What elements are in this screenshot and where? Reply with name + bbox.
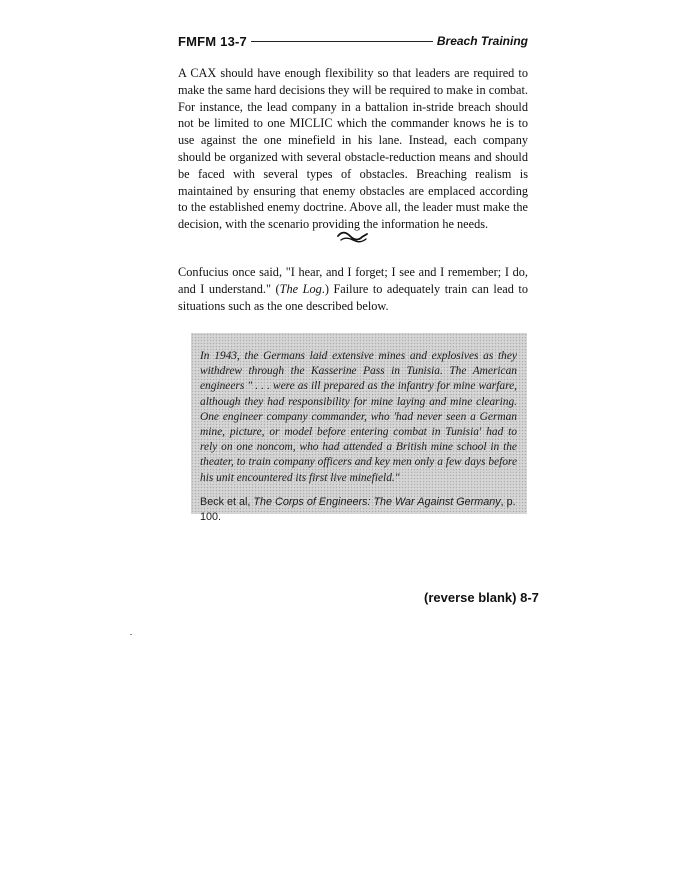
manual-number: FMFM 13-7 — [178, 33, 247, 49]
header-rule — [251, 41, 433, 42]
paragraph-confucius-tail: .) Failure to adequately train can lead to situations such as the one described below. — [178, 281, 528, 313]
scan-speck — [130, 634, 132, 635]
citation-author: Beck et al, — [200, 495, 254, 508]
page-number: (reverse blank) 8-7 — [424, 590, 539, 605]
paragraph-confucius-lead: Confucius once said, "I hear, and I forget; I see and I remember; I do, and I understand." ( — [178, 265, 528, 296]
citation-title: The Corps of Engineers: The War Against Germany — [253, 495, 501, 508]
citation-page: , p. 100. — [200, 495, 516, 523]
chapter-title: Breach Training — [436, 34, 528, 48]
paragraph-cax-flexibility: A CAX should have enough flexibility so that leaders are required to make the same hard decisions they will be required to make in combat. For instance, the lead company in a battalion in-stride breach should not be limited to one MICLIC which the commander knows he is to use against the one minefield in his lane. Instead, each company should be organized with several obstacle-reduction means and should be faced with several types of obstacles. Breaching realism is maintained by ensuring that enemy obstacles are emplaced according to the established enemy doctrine. Above all, the leader must make the decision, with the scenario providing the information he needs. — [178, 66, 528, 232]
page-header — [178, 32, 528, 50]
quote-citation — [200, 495, 517, 525]
quote-text: In 1943, the Germans laid extensive mines and explosives as they withdrew through the Kasserine Pass in Tunisia. The American engineers " . . . were as ill prepared as the infantry for mine warfare, although they had responsibility for mine laying and mine clearing. One engineer company commander, who 'had never seen a German mine, picture, or model before entering combat in Tunisia' had to rely on one noncom, who had attended a British mine school in the theater, to train company officers and key men only a few days before his unit encountered its first live minefield." — [200, 350, 517, 484]
paragraph-confucius — [178, 264, 528, 314]
wave-ornament-icon — [336, 227, 370, 247]
source-log: The Log — [279, 281, 322, 296]
historical-quote-box — [191, 333, 527, 523]
